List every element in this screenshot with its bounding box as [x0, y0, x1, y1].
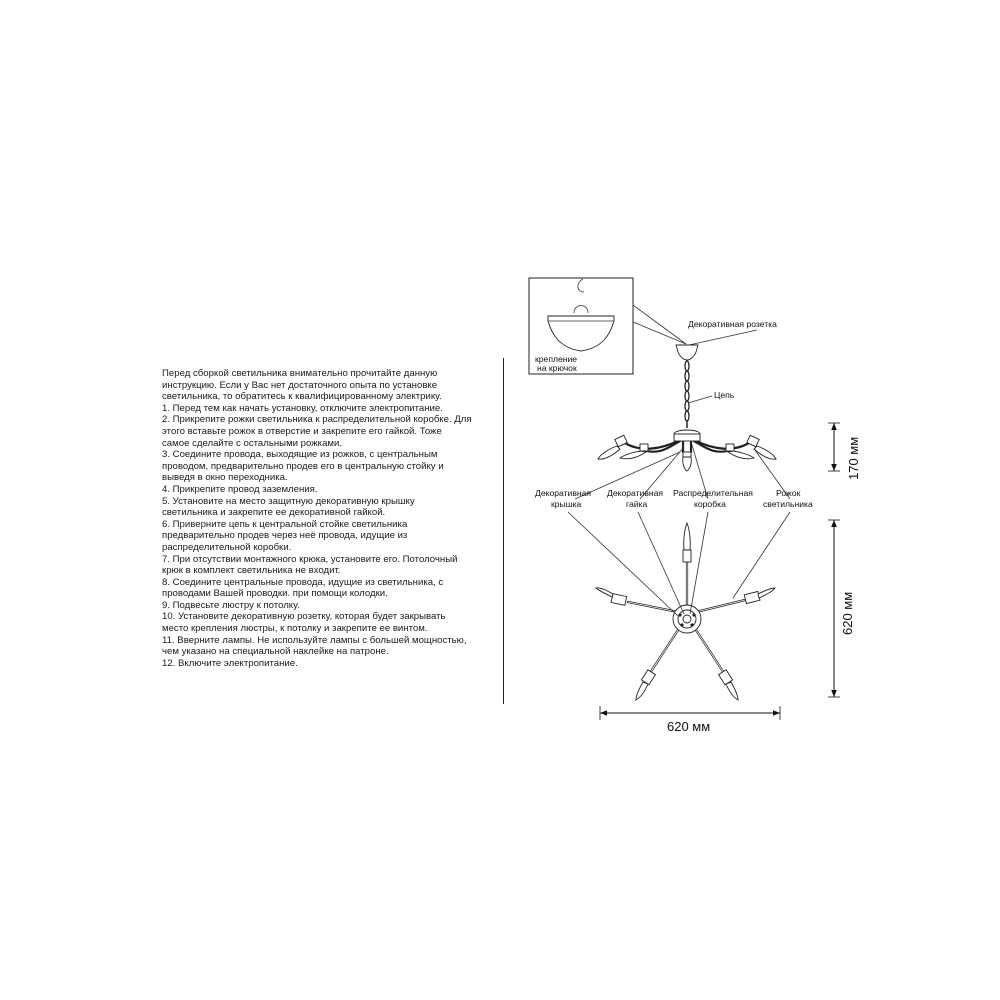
chain [685, 361, 689, 421]
label-decorative-nut-2: гайка [626, 499, 648, 509]
label-lamp-arm-2: светильника [763, 499, 813, 509]
instruction-line: 8. Соедините центральные провода, идущие из светильника, с [162, 576, 444, 588]
dimension-height-top [828, 520, 855, 697]
instruction-line: самое сделайте с остальными рожками. [162, 437, 343, 449]
label-decorative-rosette: Декоративная розетка [688, 319, 777, 329]
instruction-line: инструкцию. Если у Вас нет достаточного опыта по установке [162, 379, 438, 391]
instruction-line: 3. Соедините провода, выходящие из рожков, с центральным [162, 449, 438, 461]
instruction-line: 2. Прикрепите рожки светильника к распределительной коробке. Для [162, 414, 472, 426]
instruction-line: 12. Включите электропитание. [162, 657, 298, 669]
chandelier-top-view [596, 523, 775, 700]
instruction-line: предварительно продев через неё провода, идущие из [162, 530, 408, 542]
instruction-line: 1. Перед тем как начать установку, отключите электропитание. [162, 402, 443, 414]
label-distribution-box-1: Распределительная [673, 488, 753, 498]
instruction-line: распределительной коробки. [162, 541, 292, 553]
dimension-620-horizontal-label: 620 мм [667, 719, 711, 734]
inset-label-line-2: на крючок [537, 363, 577, 373]
rosette-side [676, 345, 698, 360]
instruction-line: проводом, предварительно продев его в центральную стойку и [162, 460, 444, 472]
instruction-line: место крепления люстры, к потолку и закрепите ее винтом. [162, 623, 428, 635]
dimension-620-vertical-label: 620 мм [840, 591, 855, 635]
label-decorative-cover-1: Декоративная [535, 488, 592, 498]
instruction-line: крюк в комплект светильника не входит. [162, 565, 341, 577]
instruction-line: светильника и закрепите ее декоративной гайкой. [162, 507, 386, 519]
instruction-line: 5. Установите на место защитную декоративную крышку [162, 495, 415, 507]
label-lamp-arm-1: Рожок [776, 488, 801, 498]
instruction-line: светильника, то обратитесь к квалифицированному электрику. [162, 391, 442, 403]
label-decorative-cover-2: крышка [551, 499, 582, 509]
inset-label-line-1: крепление [535, 354, 578, 364]
dimension-height-side [828, 423, 861, 480]
dimension-width [600, 706, 780, 734]
instruction-line: проводами Вашей проводки. при помощи колодки. [162, 588, 388, 600]
instruction-line: выведя в окно переходника. [162, 472, 288, 484]
instruction-line: 9. Подвесьте люстру к потолку. [162, 599, 300, 611]
instruction-line: 4. Прикрепите провод заземления. [162, 483, 318, 495]
dimension-170-label: 170 мм [846, 436, 861, 480]
label-chain: Цепь [714, 390, 735, 400]
instruction-line: этого вставьте рожок в отверстие и закрепите его гайкой. Тоже [162, 425, 442, 437]
instruction-line: 6. Приверните цепь к центральной стойке светильника [162, 518, 408, 530]
instruction-line: 11. Вверните лампы. Не используйте лампы с большей мощностью, [162, 634, 467, 646]
label-distribution-box-2: коробка [694, 499, 726, 509]
instruction-line: 7. При отсутствии монтажного крюка, установите его. Потолочный [162, 553, 458, 565]
instruction-line: чем указано на специальной наклейке на патроне. [162, 646, 389, 658]
instruction-line: 10. Установите декоративную розетку, которая будет закрывать [162, 611, 446, 623]
instruction-line: Перед сборкой светильника внимательно прочитайте данную [162, 368, 438, 379]
label-decorative-nut-1: Декоративная [607, 488, 664, 498]
mount-detail-inset [529, 278, 633, 374]
